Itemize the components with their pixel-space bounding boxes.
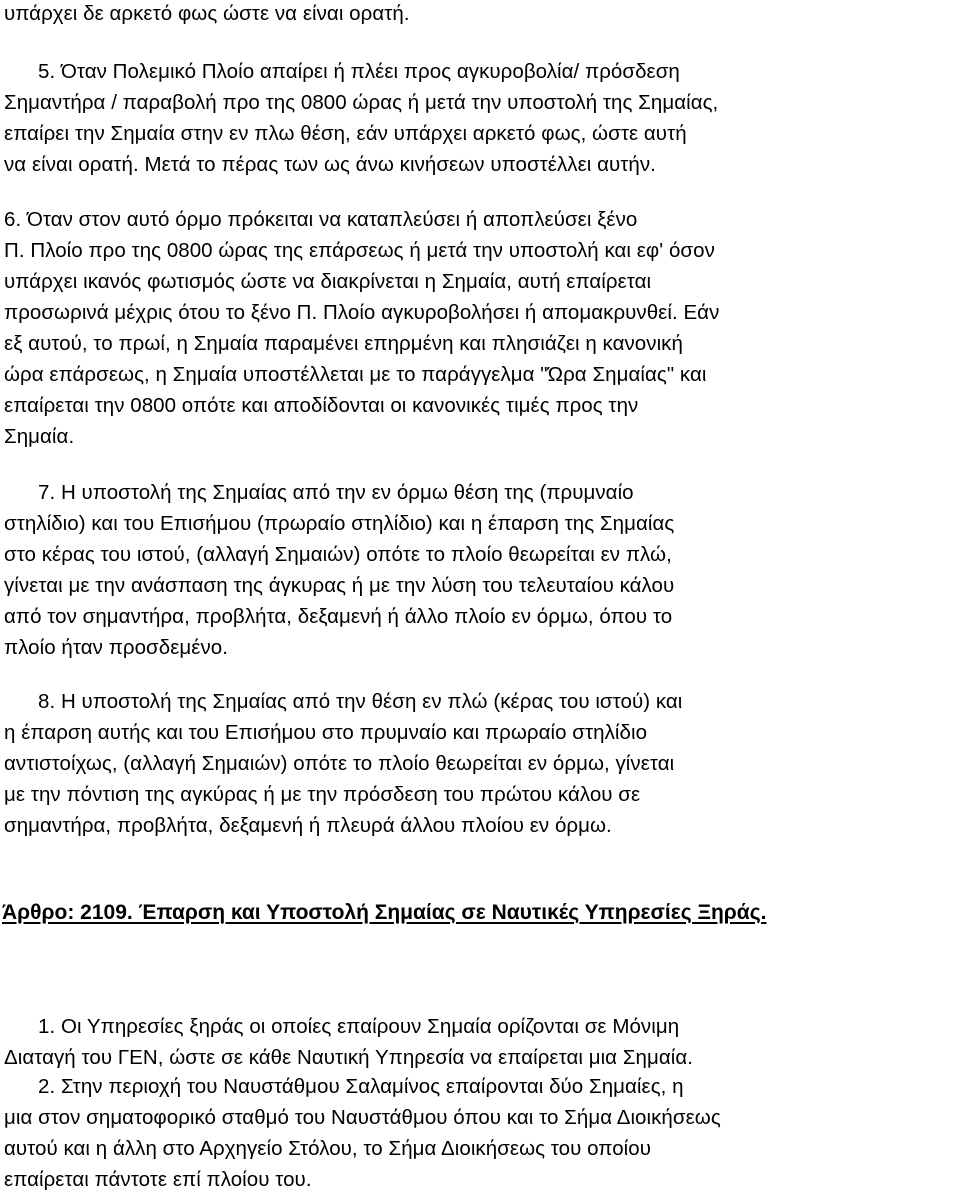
text-line: 8. Η υποστολή της Σημαίας από την θέση εν πλώ (κέρας του ιστού) και <box>38 690 683 713</box>
text-line: γίνεται με την ανάσπαση της άγκυρας ή με την λύση του τελευταίου κάλου <box>4 574 675 597</box>
text-line: υπάρχει ικανός φωτισμός ώστε να διακρίνεται η Σημαία, αυτή επαίρεται <box>4 270 652 293</box>
text-line: Σημαντήρα / παραβολή προ της 0800 ώρας ή μετά την υποστολή της Σημαίας, <box>4 91 719 114</box>
text-line: αντιστοίχως, (αλλαγή Σημαιών) οπότε το πλοίο θεωρείται εν όρμω, γίνεται <box>4 752 675 775</box>
text-line: προσωρινά μέχρις ότου το ξένο Π. Πλοίο αγκυροβολήσει ή απομακρυνθεί. Εάν <box>4 301 720 324</box>
text-line: με την πόντιση της αγκύρας ή με την πρόσδεση του πρώτου κάλου σε <box>4 783 641 806</box>
text-line: υπάρχει δε αρκετό φως ώστε να είναι ορατή. <box>4 2 410 25</box>
text-line: 1. Οι Υπηρεσίες ξηράς οι οποίες επαίρουν Σημαία ορίζονται σε Μόνιμη <box>38 1015 680 1038</box>
text-line: να είναι ορατή. Μετά το πέρας των ως άνω κινήσεων υποστέλλει αυτήν. <box>4 153 656 176</box>
article-heading-text: Άρθρο: 2109. Έπαρση και Υποστολή Σημαίας σε Ναυτικές Υπηρεσίες Ξηράς. <box>2 901 767 924</box>
text-line: 6. Όταν στον αυτό όρμο πρόκειται να καταπλεύσει ή αποπλεύσει ξένο <box>4 208 638 231</box>
text-line: από τον σημαντήρα, προβλήτα, δεξαμενή ή άλλο πλοίο εν όρμω, όπου το <box>4 605 673 628</box>
text-line: σημαντήρα, προβλήτα, δεξαμενή ή πλευρά άλλου πλοίου εν όρμω. <box>4 814 612 837</box>
text-line: 7. Η υποστολή της Σημαίας από την εν όρμω θέση της (πρυμναίο <box>38 481 634 504</box>
text-line: ώρα επάρσεως, η Σημαία υποστέλλεται με το παράγγελμα "Ώρα Σημαίας" και <box>4 363 707 386</box>
text-line: πλοίο ήταν προσδεμένο. <box>4 636 228 659</box>
text-line: η έπαρση αυτής και του Επισήμου στο πρυμναίο και πρωραίο στηλίδιο <box>4 721 648 744</box>
text-line: Π. Πλοίο προ της 0800 ώρας της επάρσεως ή μετά την υποστολή και εφ' όσον <box>4 239 715 262</box>
text-line: στο κέρας του ιστού, (αλλαγή Σημαιών) οπότε το πλοίο θεωρείται εν πλώ, <box>4 543 672 566</box>
article-heading <box>2 897 766 928</box>
text-line: μια στον σηματοφορικό σταθμό του Ναυστάθμου όπου και το Σήμα Διοικήσεως <box>4 1106 721 1129</box>
text-line: επαίρει την Σημαία στην εν πλω θέση, εάν υπάρχει αρκετό φως, ώστε αυτή <box>4 122 687 145</box>
text-line: 2. Στην περιοχή του Ναυστάθμου Σαλαμίνος επαίρονται δύο Σημαίες, η <box>38 1075 684 1098</box>
text-line: Διαταγή του ΓΕΝ, ώστε σε κάθε Ναυτική Υπηρεσία να επαίρεται μια Σημαία. <box>4 1046 694 1069</box>
text-line: εξ αυτού, το πρωί, η Σημαία παραμένει επηρμένη και πλησιάζει η κανονική <box>4 332 683 355</box>
text-line: επαίρεται την 0800 οπότε και αποδίδονται οι κανονικές τιμές προς την <box>4 394 639 417</box>
text-line: Σημαία. <box>4 425 75 448</box>
text-line: 5. Όταν Πολεμικό Πλοίο απαίρει ή πλέει προς αγκυροβολία/ πρόσδεση <box>38 60 680 83</box>
text-line: επαίρεται πάντοτε επί πλοίου του. <box>4 1168 312 1191</box>
text-line: αυτού και η άλλη στο Αρχηγείο Στόλου, το Σήμα Διοικήσεως του οποίου <box>4 1137 651 1160</box>
text-line: στηλίδιο) και του Επισήμου (πρωραίο στηλίδιο) και η έπαρση της Σημαίας <box>4 512 675 535</box>
